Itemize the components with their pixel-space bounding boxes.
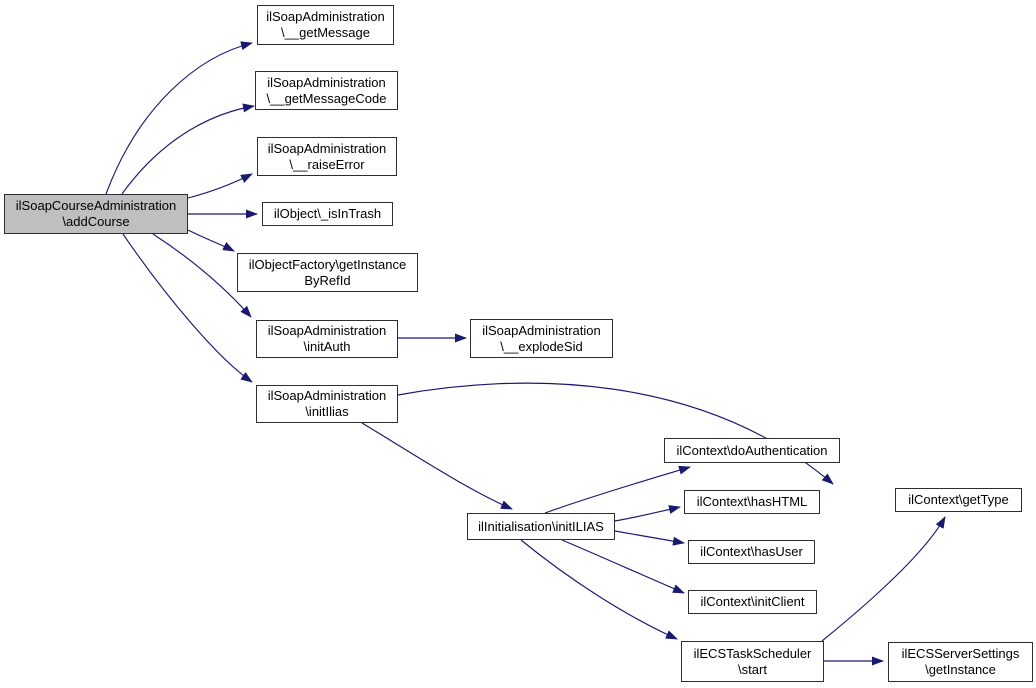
graph-node-label: ilContext\getType (908, 492, 1009, 507)
graph-node-label: ilInitialisation\initILIAS (478, 518, 604, 534)
graph-node-ilsoapadministration-explodesid[interactable] (470, 319, 613, 358)
graph-node-label: ilSoapAdministration (267, 140, 387, 156)
graph-node-label: ilObject\_isInTrash (273, 206, 382, 221)
graph-node-ilcontext-gettype[interactable] (895, 488, 1022, 512)
graph-node-ilinitialisation-initilias2[interactable] (467, 513, 615, 540)
graph-node-label: \initAuth (303, 339, 351, 354)
graph-node-label: ilSoapAdministration (482, 322, 601, 338)
graph-node-label: ilContext\hasUser (700, 544, 803, 559)
graph-node-label: \getInstance (925, 662, 996, 677)
graph-node-ilecstaskscheduler-start[interactable] (681, 641, 824, 682)
graph-node-ilsoapadministration-initauth[interactable] (256, 320, 398, 358)
graph-node-ilcontext-hashtml[interactable] (684, 490, 820, 514)
graph-node-label: ilSoapAdministration (267, 388, 387, 403)
graph-node-ilsoapadministration-initilias[interactable] (256, 385, 398, 423)
graph-node-label: ilECSTaskScheduler (693, 645, 812, 661)
graph-node-label: \start (738, 661, 767, 677)
graph-node-label: \__getMessage (281, 25, 370, 40)
graph-node-ilcontext-doauthentication[interactable] (664, 438, 840, 463)
graph-node-label: ilSoapCourseAdministration (15, 198, 177, 213)
graph-node-label: ilContext\initClient (700, 594, 805, 609)
graph-node-label: ilContext\doAuthentication (676, 442, 828, 458)
graph-node-label: \__getMessageCode (266, 90, 387, 106)
graph-node-ilobject-isintrash[interactable] (262, 202, 393, 226)
graph-node-label: ilContext\hasHTML (696, 494, 808, 509)
graph-node-ilobjectfactory-getinstancebyrefid[interactable] (237, 253, 418, 292)
graph-node-label: ilSoapAdministration (267, 323, 387, 338)
graph-node-ilsoapadministration-raiseerror[interactable] (257, 137, 397, 176)
graph-node-label: ilECSServerSettings (901, 646, 1020, 661)
graph-node-label: ilSoapAdministration (266, 9, 385, 24)
graph-node-ilecsserversettings-getinstance[interactable] (888, 642, 1033, 682)
graph-node-label: ilObjectFactory\getInstance (248, 256, 407, 272)
graph-node-ilsoapadministration-getmessage[interactable] (257, 5, 394, 45)
graph-node-ilcontext-hasuser[interactable] (688, 540, 815, 564)
graph-node-label: \addCourse (62, 214, 130, 229)
graph-node-ilsoapcourseadministration-addcourse[interactable] (4, 194, 188, 234)
graph-node-ilsoapadministration-getmessagecode[interactable] (255, 71, 398, 110)
graph-node-label: \initIlias (305, 404, 349, 419)
graph-node-label: ilSoapAdministration (267, 74, 386, 90)
graph-node-label: ByRefId (304, 272, 351, 288)
graph-node-label: \__explodeSid (500, 338, 583, 354)
graph-node-label: \__raiseError (289, 156, 365, 172)
graph-node-ilcontext-initclient[interactable] (688, 590, 817, 614)
